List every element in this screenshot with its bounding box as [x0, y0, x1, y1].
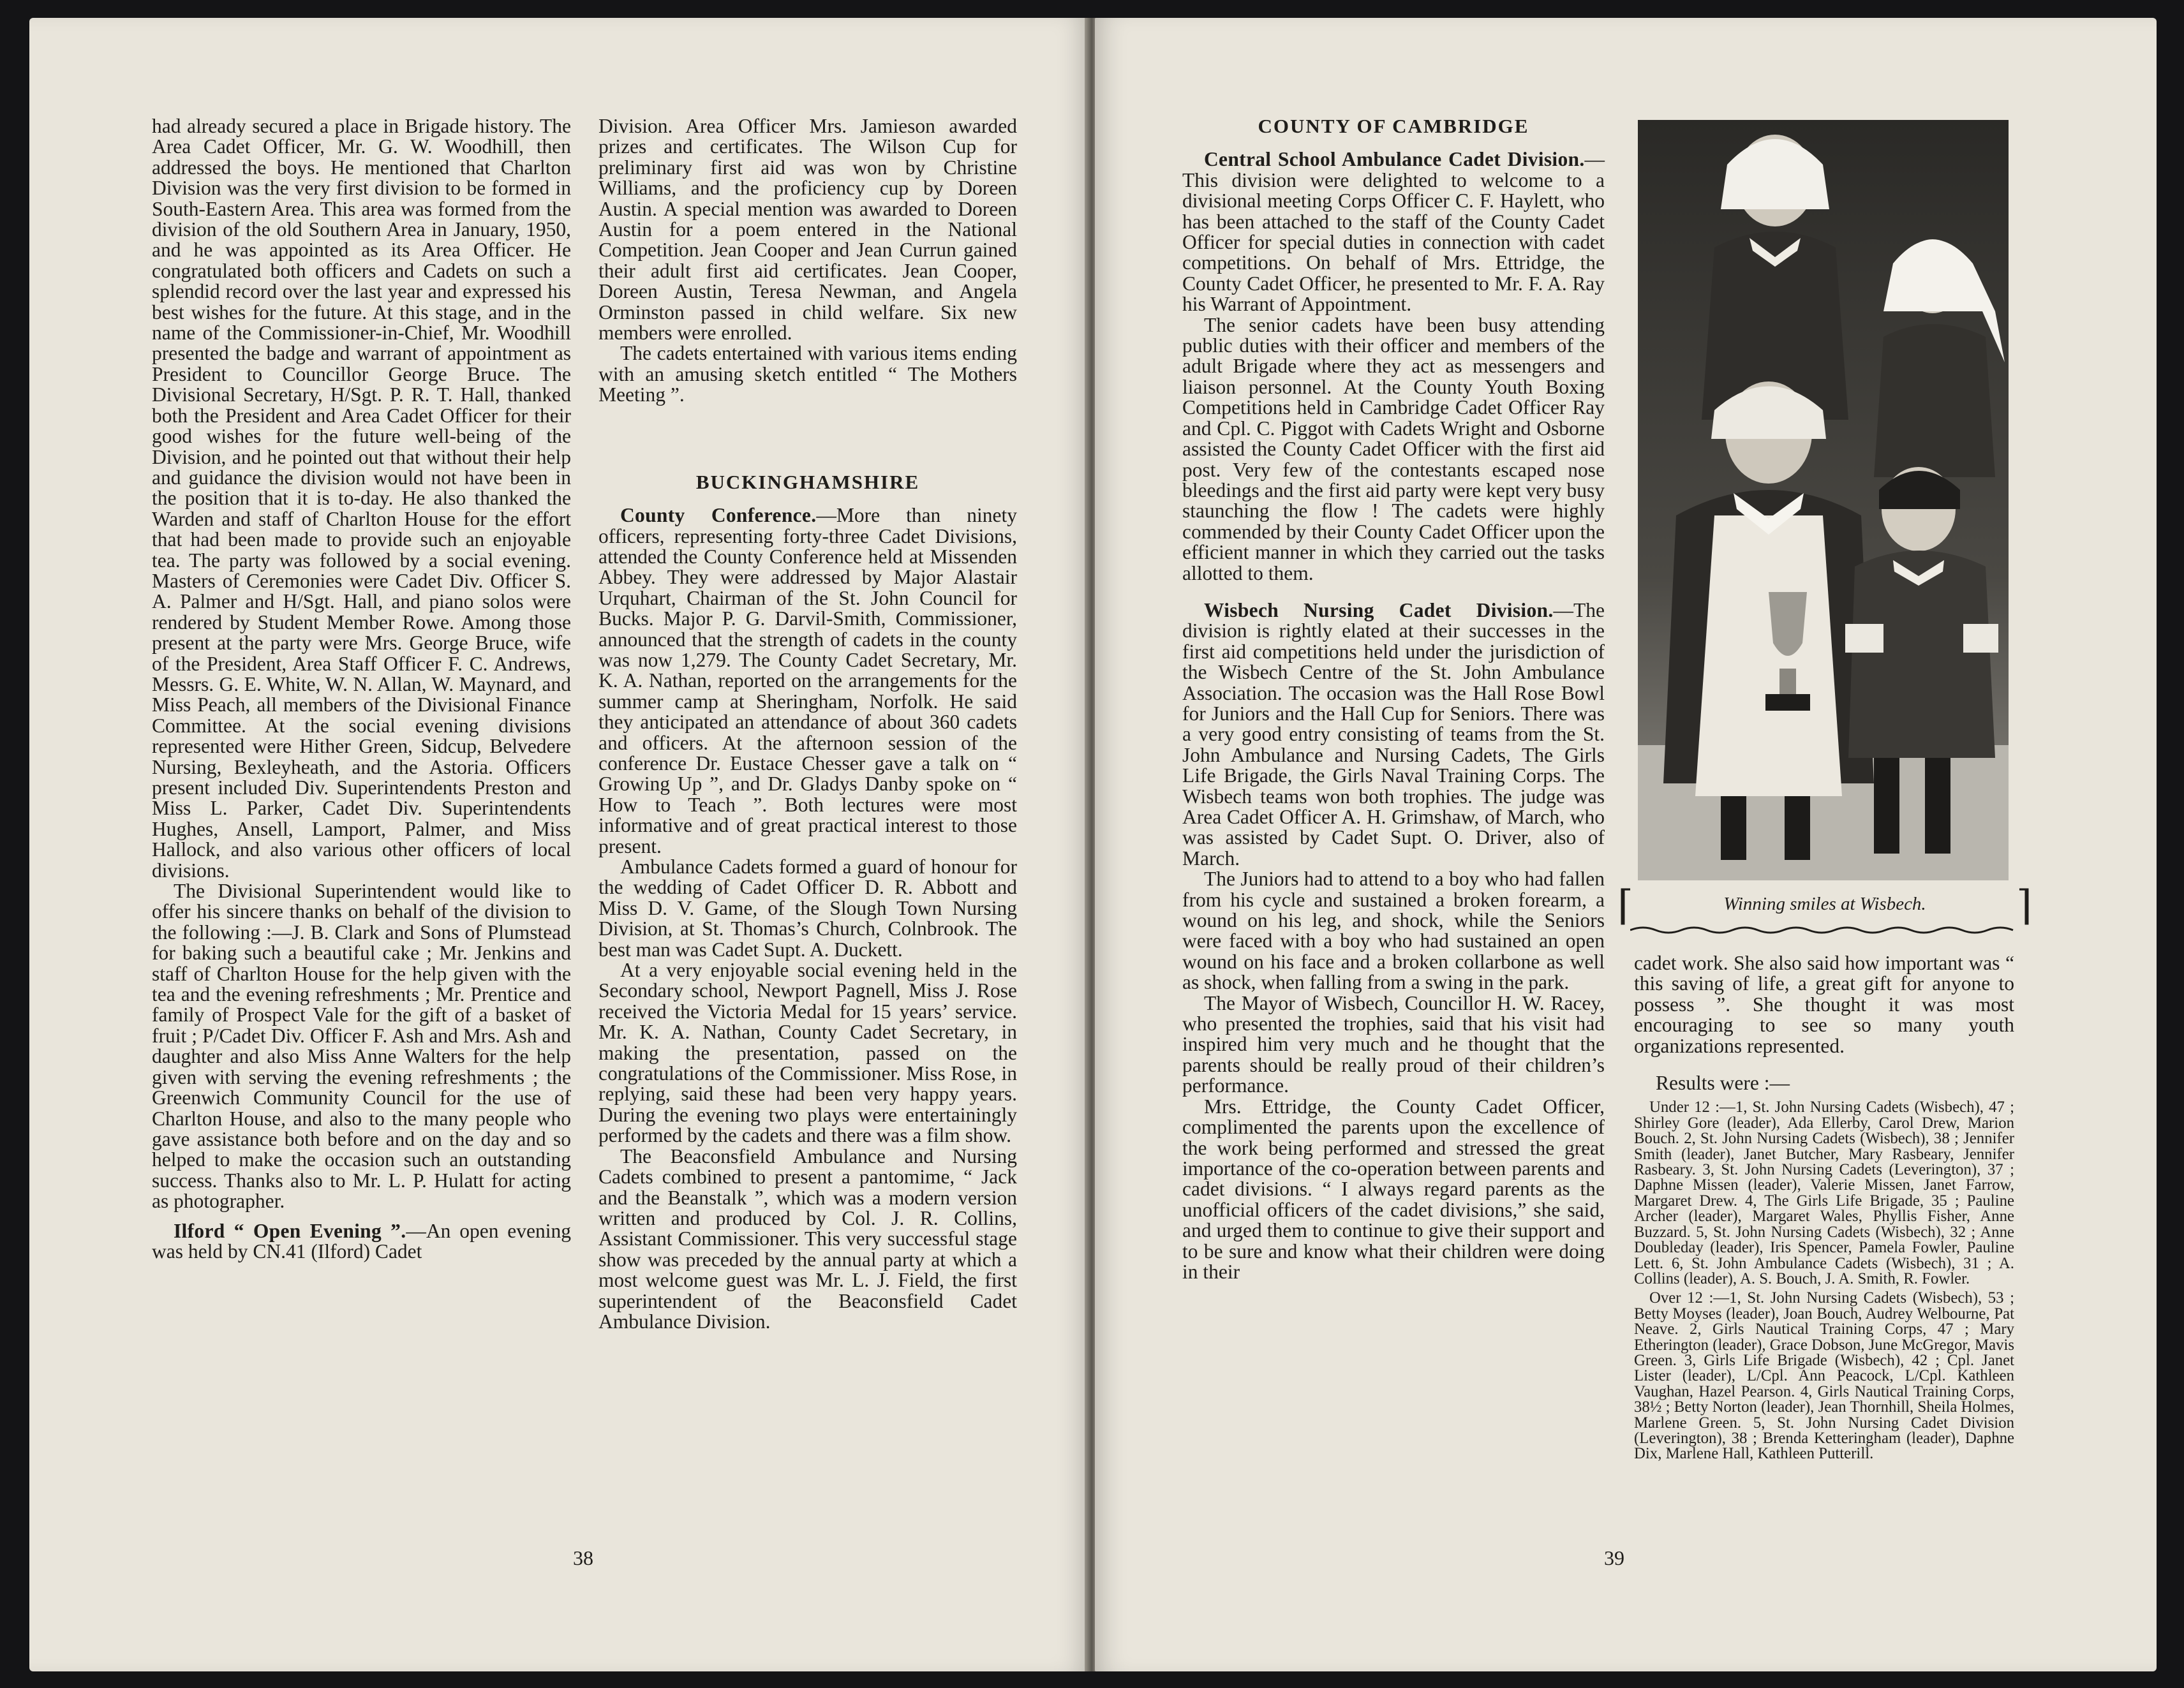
- county-of-cambridge-heading: COUNTY OF CAMBRIDGE: [1258, 115, 1529, 137]
- results-list: [1634, 1100, 2014, 1462]
- ettridge-paragraph: Mrs. Ettridge, the County Cadet Officer, complimented the parents upon the excellence of the work being performed and stressed the great importance of the co-operation between parents and cadet divisions. “ I always regard parents as the unofficial officers of the cadet divisions,” she said, and urged them to continue to give their support and to be sure and know what their children were doing in their: [1182, 1095, 1605, 1283]
- cadets-entertained-paragraph: The cadets entertained with various items ending with an amusing sketch entitled “ The Mothers Meeting ”.: [598, 342, 1017, 406]
- social-evening-paragraph: At a very enjoyable social evening held in the Secondary school, Newport Pagnell, Miss J. Rose received the Victoria Medal for 15 years’ service. Mr. K. A. Nathan, County Cadet Secretary, in making the presentation, passed on the congratulations of the Commissioner. Miss Rose, in replying, said these had been very happy years. During the evening two plays were entertainingly performed by the cadets and there was a film show.: [598, 959, 1017, 1147]
- central-school-text: —This division were delighted to welcome to a divisional meeting Corps Officer C. F. Haylett, who has been attached to the staff of the County Cadet Officer for special duties in connection with cadet competitions. On behalf of Mrs. Ettridge, the County Cadet Officer, he presented to Mr. F. A. Ray his Warrant of Appointment.: [1182, 148, 1605, 316]
- results-under-12: Under 12 :—1, St. John Nursing Cadets (Wisbech), 47 ; Shirley Gore (leader), Ada Ellerby, Carol Drew, Marion Bouch. 2, St. John Nursing Cadets (Wisbech), 38 ; Jennifer Smith (leader), Janet Butcher, Mary Rasbeary, Jennifer Rasbeary. 3, St. John Nursing Cadets (Leverington), 37 ; Daphne Missen (leader), Valerie Missen, Janet Farrow, Margaret Drew. 4, The Girls Life Brigade, 35 ; Pauline Archer (leader), Margaret Wales, Phyllis Fisher, Anne Buzzard. 5, St. John Nursing Cadets (Wisbech), 32 ; Anne Doubleday (leader), Iris Spencer, Pamela Fowler, Pauline Lett. 6, St. John Ambulance Cadets (Wisbech), 31 ; A. Collins (leader), A. S. Bouch, J. A. Smith, R. Fowler.: [1634, 1099, 2014, 1287]
- photo-caption-box: [1617, 885, 2032, 942]
- page-number-right: 39: [1604, 1546, 1624, 1569]
- left-column-1: [152, 116, 571, 1262]
- senior-cadets-paragraph: The senior cadets have been busy attending public duties with their officer and members of the adult Brigade where they act as messengers and liaison personnel. At the County Youth Boxing Competitions held in Cambridge Cadet Officer Ray and Cpl. C. Piggot with Cadets Wright and Osborne assisted the County Cadet Officer with the first aid post. Very few of the contestants escaped nose bleedings and the first aid party were kept very busy staunching the flow ! The cadets were highly commended by their County Cadet Officer upon the efficient manner in which they carried out the tasks allotted to them.: [1182, 313, 1605, 584]
- guard-of-honour-paragraph: Ambulance Cadets formed a guard of honour for the wedding of Cadet Officer D. R. Abbott and Miss D. V. Game, of the Slough Town Nursing Division, at St. Thomas’s Church, Colnbrook. The best man was Cadet Supt. A. Duckett.: [598, 855, 1017, 961]
- ilford-paragraph: [152, 1221, 571, 1262]
- wisbech-paragraph: [1182, 600, 1605, 869]
- buckinghamshire-heading: BUCKINGHAMSHIRE: [695, 470, 920, 493]
- cadet-work-paragraph: cadet work. She also said how important was “ this saving of life, a great gift for anyone to possess ”. She thought it was most encouraging to see so many youth organizations represented.: [1634, 952, 2014, 1057]
- caption-left-bracket: ⌈: [1617, 883, 1633, 928]
- right-column-1: [1182, 116, 1605, 1282]
- wisbech-runin: Wisbech Nursing Cadet Division.: [1204, 598, 1554, 621]
- left-column-2: [598, 116, 1017, 1332]
- wisbech-text: —The division is rightly elated at their successes in the first aid competitions held under the jurisdiction of the Wisbech Centre of the St. John Ambulance Association. The occasion was the Hall Rose Bowl for Juniors and the Hall Cup for Seniors. There was a very good entry consisting of teams from the St. John Ambulance and Nursing Cadets, The Girls Life Brigade, the Girls Naval Training Corps. The Wisbech teams won both trophies. The judge was Area Cadet Officer A. H. Grimshaw, of March, who was assisted by Cadet Supt. O. Driver, also of March.: [1182, 598, 1605, 870]
- ilford-continued-paragraph: Division. Area Officer Mrs. Jamieson awarded prizes and certificates. The Wilson Cup for preliminary first aid was won by Christine Williams, and the proficiency cup by Doreen Austin. A special mention was awarded to Doreen Austin for a poem entered in the National Competition. Jean Cooper and Jean Currun gained their adult first aid certificates. Jean Cooper, Doreen Austin, Teresa Newman, and Angela Orminston passed in child welfare. Six new members were enrolled.: [598, 115, 1017, 344]
- ilford-runin-heading: Ilford “ Open Evening ”.: [174, 1219, 406, 1242]
- county-conference-paragraph: [598, 505, 1017, 857]
- charlton-paragraph: had already secured a place in Brigade history. The Area Cadet Officer, Mr. G. W. Woodhill, then addressed the boys. He mentioned that Charlton Division was the very first division to be formed in South-Eastern Area. This area was formed from the division of the old Southern Area in January, 1950, and he was appointed as its Area Officer. He congratulated both officers and Cadets on such a splendid record over the last year and expressed his best wishes for the future. At this stage, and in the name of the Commissioner-in-Chief, Mr. Woodhill presented the badge and warrant of appointment as President to Councillor George Bruce. The Divisional Secretary, H/Sgt. P. R. T. Hall, thanked both the President and Area Cadet Officer for their good wishes for the future well-being of the Division, and he pointed out that without their help and guidance the division would not have been in the position that it is to-day. He also thanked the Warden and staff of Charlton House for the effort that had been made to provide such an enjoyable tea. The party was followed by a social evening. Masters of Ceremonies were Cadet Div. Officer S. A. Palmer and H/Sgt. Hall, and piano solos were rendered by Student Member Rowe. Among those present at the party were Mrs. George Bruce, wife of the President, Area Staff Officer F. C. Andrews, Messrs. G. E. White, W. N. Allan, W. Maynard, and Miss Peach, all members of the Divisional Finance Committee. At the social evening divisions represented were Hither Green, Sidcup, Belvedere Nursing, Bexleyheath, and the Astoria. Officers present included Div. Superintendents Preston and Miss L. Parker, Cadet Div. Superintendents Hughes, Ansell, Lamport, Palmer, and Miss Hallock, and also various other officers of local divisions.: [152, 115, 571, 882]
- county-conference-runin: County Conference.: [620, 504, 817, 527]
- central-school-paragraph: [1182, 149, 1605, 315]
- photo-illustration: [1638, 120, 2009, 880]
- thanks-paragraph: The Divisional Superintendent would like to offer his sincere thanks on behalf of the division to the following :—J. B. Clark and Sons of Plumstead for baking such a beautiful cake ; Mr. Jenkins and staff of Charlton House for the help given with the tea and the evening refreshments ; Mr. Prentice and family of Prospect Vale for the gift of a basket of fruit ; P/Cadet Div. Officer F. Ash and Mrs. Ash and daughter and also Miss Anne Walters for the help given with serving the evening refreshments ; the Greenwich Community Council for the use of Charlton House, and also to the many people who gave assistance both before and on the day and so helped to make the occasion such an outstanding success. Thanks also to Mr. L. P. Hulatt for acting as photographer.: [152, 880, 571, 1213]
- right-column-2: [1634, 953, 2014, 1466]
- results-over-12: Over 12 :—1, St. John Nursing Cadets (Wisbech), 53 ; Betty Moyses (leader), Joan Bouch, Audrey Welbourne, Pat Neave. 2, Girls Nautical Training Corps, 47 ; Mary Etherington (leader), Grace Dobson, June McGregor, Mavis Green. 3, Girls Life Brigade (Wisbech), 42 ; Cpl. Janet Lister (leader), L/Cpl. Ann Peacock, L/Cpl. Kathleen Vaughan, Hazel Pearson. 4, Girls Nautical Training Corps, 38½ ; Betty Norton (leader), Jean Thornhill, Sheila Holmes, Marlene Green. 5, St. John Nursing Cadet Division (Leverington), 38 ; Brenda Ketteringham (leader), Daphne Dix, Marlene Hall, Kathleen Putterill.: [1634, 1289, 2015, 1463]
- photo-winning-smiles: [1638, 120, 2009, 880]
- page-number-left: 38: [573, 1546, 593, 1569]
- county-conference-text: —More than ninety officers, representing forty-three Cadet Divisions, attended the County Conference held at Missenden Abbey. They were addressed by Major Alastair Urquhart, Chairman of the St. John Council for Bucks. Major P. G. Darvil-Smith, Commissioner, announced that the strength of cadets in the county was now 1,279. The County Cadet Secretary, Mr. K. A. Nathan, reported on the arrangements for the summer camp at Sheringham, Norfolk. He said they anticipated an attendance of about 360 cadets and officers. At the afternoon session of the conference Dr. Eustace Chesser gave a talk on “ Growing Up ”, and Dr. Gladys Danby spoke on “ How to Teach ”. Both lectures were most informative and of great practical interest to those present.: [598, 504, 1017, 857]
- juniors-paragraph: The Juniors had to attend to a boy who had fallen from his cycle and sustained a broken forearm, a wound on his leg, and shock, while the Seniors were faced with a boy who had sustained an open wound on his face and a broken collarbone as well as shock, when falling from a swing in the park.: [1182, 868, 1605, 994]
- ilford-text: —An open evening was held by CN.41 (Ilford) Cadet: [152, 1219, 571, 1262]
- central-school-runin: Central School Ambulance Cadet Division.: [1204, 148, 1585, 171]
- caption-right-bracket: ⌉: [2016, 883, 2032, 928]
- results-label: Results were :—: [1656, 1072, 1790, 1095]
- mayor-paragraph: The Mayor of Wisbech, Councillor H. W. Racey, who presented the trophies, said that his visit had inspired him very much and he thought that the parents should be really proud of their children’s performance.: [1182, 991, 1605, 1097]
- caption-decorative-rule: [1630, 925, 2019, 935]
- photo-caption: Winning smiles at Wisbech.: [1723, 894, 1926, 914]
- pantomime-paragraph: The Beaconsfield Ambulance and Nursing Cadets combined to present a pantomime, “ Jack and the Beanstalk ”, which was a modern version written and produced by Col. J. R. Collins, Assistant Commissioner. This very successful stage show was preceded by the annual party at which a most welcome guest was Mr. L. J. Field, the first superintendent of the Beaconsfield Cadet Ambulance Division.: [598, 1144, 1017, 1333]
